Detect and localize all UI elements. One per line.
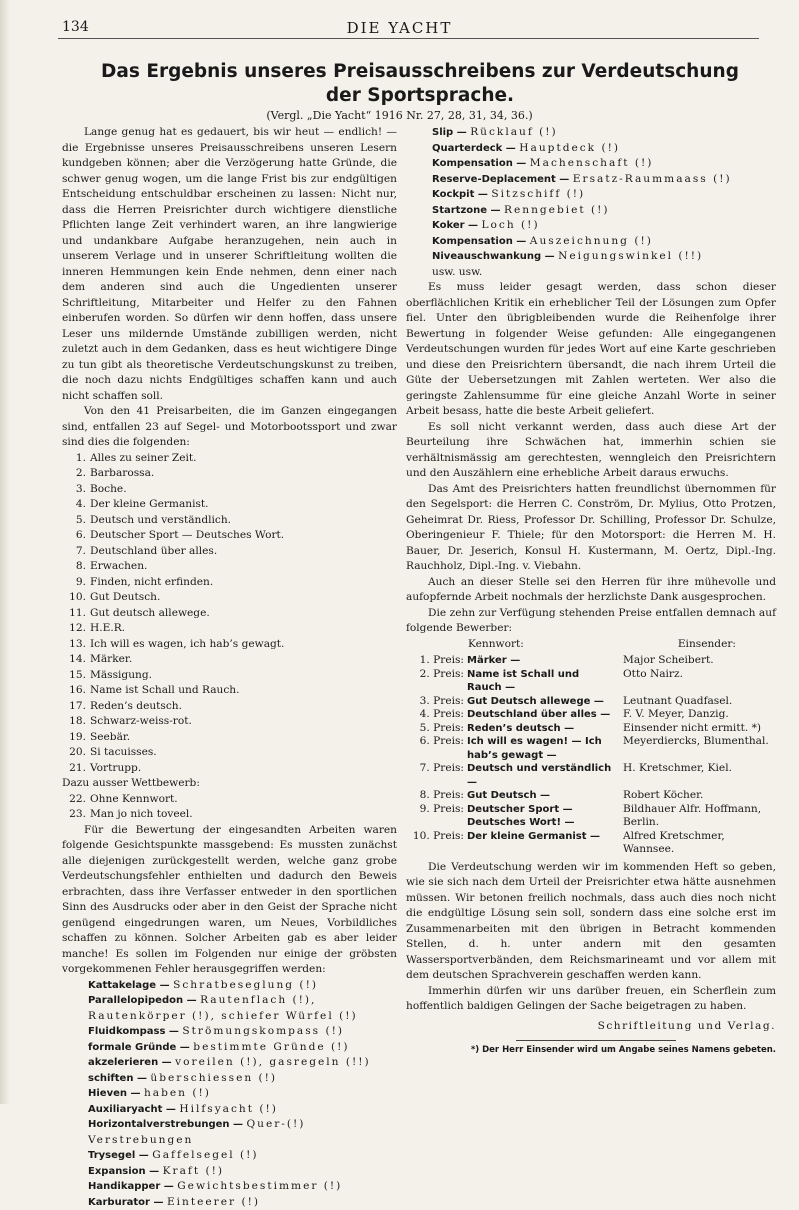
list-item (62, 730, 397, 746)
bad-translation: Machenschaft (!) (530, 157, 654, 169)
entry-number: 19. (62, 730, 86, 746)
entry-text: Barbarossa. (90, 467, 154, 479)
article-reference: (Vergl. „Die Yacht“ 1916 Nr. 27, 28, 31, 34, 36.) (0, 109, 799, 122)
prize-keyword: Gut Deutsch allewege — (467, 695, 617, 709)
bad-translation: Gaffelsegel (!) (152, 1149, 258, 1161)
list-item (62, 513, 397, 529)
prize-keyword: Deutsch und verständlich — (467, 762, 617, 789)
glossary-item (88, 1071, 397, 1087)
table-row (406, 803, 776, 830)
entry-number: 18. (62, 714, 86, 730)
prize-winner: Major Scheibert. (617, 654, 776, 668)
glossary-item (432, 187, 776, 203)
error-list-right (432, 125, 776, 265)
glossary-item (88, 1195, 397, 1210)
bad-translation: Einteerer (!) (167, 1196, 260, 1208)
einsender-header: Einsender: (678, 637, 736, 653)
glossary-item (88, 1055, 397, 1071)
list-item (62, 544, 397, 560)
entry-text: H.E.R. (90, 622, 125, 634)
prize-winner: F. V. Meyer, Danzig. (617, 708, 776, 722)
list-item (62, 699, 397, 715)
bad-translation: Loch (!) (482, 219, 540, 231)
foreign-term: Trysegel — (88, 1150, 152, 1161)
entry-text: Ohne Kennwort. (90, 793, 178, 805)
prize-winner: Leutnant Quadfasel. (617, 695, 776, 709)
foreign-term: Reserve-Deplacement — (432, 174, 573, 185)
entry-text: Name ist Schall und Rauch. (90, 684, 239, 696)
glossary-item (432, 156, 776, 172)
bad-translation: Quer-(!) Verstrebungen (88, 1118, 305, 1146)
entry-text: Deutsch und verständlich. (90, 514, 231, 526)
entry-number: 17. (62, 699, 86, 715)
foreign-term: formale Gründe — (88, 1042, 193, 1053)
table-row (406, 695, 776, 709)
prize-number: 4. Preis: (406, 708, 467, 722)
foreign-term: akzelerieren — (88, 1057, 175, 1068)
prize-keyword: Ich will es wagen! — Ich hab’s gewagt — (467, 735, 617, 762)
prize-keyword: Märker — (467, 654, 617, 668)
entry-text: Si tacuisses. (90, 746, 157, 758)
table-row (406, 830, 776, 857)
bad-translation: Sitzschiff (!) (491, 188, 585, 200)
right-column (406, 125, 776, 1059)
prize-winner: Otto Nairz. (617, 668, 776, 695)
prize-number: 8. Preis: (406, 789, 467, 803)
entry-number: 4. (62, 497, 86, 513)
glossary-item (88, 993, 397, 1024)
count-paragraph: Von den 41 Preisarbeiten, die im Ganzen eingegangen sind, entfallen 23 auf Segel- und Motorbootssport und zwar sind dies die folgenden: (62, 404, 397, 451)
table-row (406, 722, 776, 736)
entry-text: Alles zu seiner Zeit. (90, 452, 197, 464)
page-number: 134 (62, 19, 89, 35)
entry-number: 12. (62, 621, 86, 637)
entry-text: Vortrupp. (90, 762, 141, 774)
entry-text: Ich will es wagen, ich hab’s gewagt. (90, 638, 284, 650)
outside-label: Dazu ausser Wettbewerb: (62, 776, 397, 792)
prizes-intro-paragraph: Die zehn zur Verfügung stehenden Preise entfallen demnach auf folgende Bewerber: (406, 606, 776, 637)
list-item (62, 714, 397, 730)
glossary-item (432, 234, 776, 250)
table-row (406, 762, 776, 789)
entry-text: Märker. (90, 653, 132, 665)
footnote-rule (516, 1040, 676, 1041)
entry-text: Finden, nicht erfinden. (90, 576, 213, 588)
bad-translation: Renngebiet (!) (504, 204, 610, 216)
list-item (62, 792, 397, 808)
glossary-item (432, 125, 776, 141)
list-item (62, 745, 397, 761)
prize-keyword: Gut Deutsch — (467, 789, 617, 803)
error-list-left (88, 978, 397, 1210)
left-column (62, 125, 397, 1210)
list-item (62, 652, 397, 668)
prize-winner: H. Kretschmer, Kiel. (617, 762, 776, 789)
entry-number: 3. (62, 482, 86, 498)
prize-keyword: Reden’s deutsch — (467, 722, 617, 736)
prize-number: 7. Preis: (406, 762, 467, 789)
foreign-term: Niveauschwankung — (432, 251, 558, 262)
list-item (62, 621, 397, 637)
entry-text: Gut deutsch allewege. (90, 607, 210, 619)
list-item (62, 559, 397, 575)
prize-number: 9. Preis: (406, 803, 467, 830)
entry-list (62, 451, 397, 777)
entry-text: Der kleine Germanist. (90, 498, 209, 510)
bad-translation: voreilen (!), gasregeln (!!) (175, 1056, 370, 1068)
entry-number: 2. (62, 466, 86, 482)
table-row (406, 789, 776, 803)
foreign-term: Koker — (432, 220, 482, 231)
bad-translation: Auszeichnung (!) (530, 235, 653, 247)
entry-number: 10. (62, 590, 86, 606)
glossary-item (88, 1040, 397, 1056)
intro-paragraph: Lange genug hat es gedauert, bis wir heut — endlich! — die Ergebnisse unseres Preisausschreibens unseren Lesern kundgeben können; aber die Verzögerung hatte Gründe, die schwer genug wogen, um die lange Frist bis zur endgültigen Entscheidung entschuldbar erscheinen zu lassen: Nicht nur, dass die Herren Preisrichter durch wichtigere dienstliche Pflichten lange Zeit verhindert waren, an ihre langwierige und undankbare Aufgabe heranzugehen, nein auch in unserem Verlage und in unserer Schriftleitung wollten die inneren Hemmungen kein Ende nehmen, denn einer nach dem anderen sind auch die Ungedienten unserer Schriftleitung, Mitarbeiter und Helfer zu den Fahnen einberufen worden. So dürfen wir denn hoffen, dass unsere Leser uns mildernde Umstände zubilligen werden, nicht zuletzt auch in dem Gedanken, dass es heut wichtigere Dinge zu tun gibt als theoretische Verdeutschungskunst zu treiben, die noch dazu nichts Endgültiges schaffen kann und auch nicht schaffen soll. (62, 125, 397, 404)
foreign-term: Kattakelage — (88, 980, 173, 991)
foreign-term: Startzone — (432, 205, 504, 216)
bad-translation: Hilfsyacht (!) (179, 1103, 278, 1115)
entry-number: 21. (62, 761, 86, 777)
entry-number: 9. (62, 575, 86, 591)
bad-translation: überschiessen (!) (150, 1072, 277, 1084)
glossary-item (88, 1117, 397, 1148)
foreign-term: Expansion — (88, 1166, 163, 1177)
prize-keyword: Name ist Schall und Rauch — (467, 668, 617, 695)
prize-keyword: Deutschland über alles — (467, 708, 617, 722)
article-title-line-2: der Sportsprache. (80, 84, 760, 108)
glossary-item (432, 249, 776, 265)
foreign-term: Karburator — (88, 1197, 167, 1208)
bad-translation: Rautenflach (!), Rautenkörper (!), schiefer Würfel (!) (88, 994, 358, 1022)
bad-translation: haben (!) (144, 1087, 211, 1099)
article-title (80, 60, 760, 108)
glossary-item (88, 1086, 397, 1102)
prize-number: 1. Preis: (406, 654, 467, 668)
table-row (406, 654, 776, 668)
foreign-term: Quarterdeck — (432, 143, 519, 154)
bad-translation: Neigungswinkel (!!) (558, 250, 703, 262)
prize-keyword: Deutscher Sport — Deutsches Wort! — (467, 803, 617, 830)
list-item (62, 683, 397, 699)
entry-number: 20. (62, 745, 86, 761)
list-item (62, 528, 397, 544)
list-item (62, 807, 397, 823)
footnote: *) Der Herr Einsender wird um Angabe seines Namens gebeten. (406, 1043, 776, 1059)
glossary-item (432, 203, 776, 219)
foreign-term: Kockpit — (432, 189, 491, 200)
page-edge-shadow (0, 0, 10, 1104)
entry-number: 6. (62, 528, 86, 544)
prize-winner: Robert Köcher. (617, 789, 776, 803)
entry-text: Man jo nich toveel. (90, 808, 193, 820)
glossary-item (432, 172, 776, 188)
entry-number: 13. (62, 637, 86, 653)
entry-number: 8. (62, 559, 86, 575)
list-item (62, 451, 397, 467)
bad-translation: Strömungskompass (!) (182, 1025, 344, 1037)
prize-number: 6. Preis: (406, 735, 467, 762)
entry-text: Erwachen. (90, 560, 147, 572)
header-rule (58, 38, 759, 39)
list-item (62, 482, 397, 498)
entry-number: 14. (62, 652, 86, 668)
prize-winner: Bildhauer Alfr. Hoffmann, Berlin. (617, 803, 776, 830)
glossary-item (88, 978, 397, 994)
entry-number: 5. (62, 513, 86, 529)
table-row (406, 735, 776, 762)
jury-paragraph: Das Amt des Preisrichters hatten freundlichst übernommen für den Segelsport: die Herren C. Conström, Dr. Mylius, Otto Protzen, Geheimrat Dr. Riess, Professor Dr. Schilling, Professor Dr. Schulze, Oberingenieur F. Thiele; für den Motorsport: die Herren M. H. Bauer, Dr. Jeserich, Konsul H. Kustermann, M. Oertz, Dipl.-Ing. Rauchholz, Dipl.-Ing. v. Viebahn. (406, 482, 776, 575)
list-item (62, 761, 397, 777)
glossary-item (88, 1179, 397, 1195)
method-paragraph: Es muss leider gesagt werden, dass schon dieser oberflächlichen Kritik ein erheblicher Teil der Lösungen zum Opfer fiel. Unter den übrigbleibenden wurde die Reihenfolge ihrer Bewertung in folgender Weise gefunden: Alle eingegangenen Verdeutschungen wurden für jedes Wort auf eine Karte geschrieben und diese den Preisrichtern übersandt, die nach ihrem Urteil die Güte der Uebersetzungen mit Zahlen werteten. Wer also die geringste Zahlensumme für eine gleiche Anzahl Worte in seiner Arbeit besass, hatte die beste Arbeit geliefert. (406, 280, 776, 420)
bad-translation: Kraft (!) (163, 1165, 224, 1177)
closing-paragraph: Immerhin dürfen wir uns darüber freuen, ein Scherflein zum hoffentlich baldigen Gelingen der Sache beigetragen zu haben. (406, 984, 776, 1015)
glossary-item (88, 1164, 397, 1180)
list-item (62, 575, 397, 591)
usw-line: usw. usw. (432, 265, 776, 281)
foreign-term: Handikapper — (88, 1181, 177, 1192)
entry-text: Deutscher Sport — Deutsches Wort. (90, 529, 284, 541)
entry-text: Deutschland über alles. (90, 545, 217, 557)
prize-winner: Meyerdiercks, Blumenthal. (617, 735, 776, 762)
foreign-term: Parallelopipedon — (88, 995, 200, 1006)
prize-table (406, 654, 776, 857)
entry-number: 11. (62, 606, 86, 622)
foreign-term: Auxiliaryacht — (88, 1104, 179, 1115)
table-row (406, 708, 776, 722)
glossary-item (88, 1024, 397, 1040)
foreign-term: Hieven — (88, 1088, 144, 1099)
foreign-term: Horizontalverstrebungen — (88, 1119, 246, 1130)
list-item (62, 590, 397, 606)
next-issue-paragraph: Die Verdeutschung werden wir im kommenden Heft so geben, wie sie sich nach dem Urteil der Preisrichter etwa hätte ausnehmen müssen. Wir betonen freilich nochmals, dass auch dies noch nicht die endgültige Lösung sein soll, sondern dass eine solche erst im Zusammenarbeiten mit den übrigen in Betracht kommenden Stellen, d. h. unter andern mit den gesamten Wassersportverbänden, dem Reichsmarineamt und vor allem mit dem deutschen Sprachverein geschaffen werden kann. (406, 860, 776, 984)
prize-number: 5. Preis: (406, 722, 467, 736)
entry-number: 7. (62, 544, 86, 560)
foreign-term: Fluidkompass — (88, 1026, 182, 1037)
entry-text: Schwarz-weiss-rot. (90, 715, 192, 727)
prize-table-header (406, 637, 776, 653)
entry-text: Gut Deutsch. (90, 591, 160, 603)
list-item (62, 606, 397, 622)
outside-entry-list (62, 792, 397, 823)
criteria-paragraph: Für die Bewertung der eingesandten Arbeiten waren folgende Gesichtspunkte massgebend: Es mussten zunächst alle diejenigen zurückgestellt werden, welche ganz grobe Verdeutschungsfehler enthielten und dadurch den Beweis erbrachten, dass ihre Verfasser entweder in den sportlichen Sinn des Ausdrucks oder aber in den Geist der Sprache nicht genügend eingedrungen waren, um Neues, Vorbildliches schaffen zu können. Solcher Arbeiten gab es aber leider manche! Es sollen im Folgenden nur einige der gröbsten vorgekommenen Fehler herausgegriffen werden: (62, 823, 397, 978)
bad-translation: Gewichtsbestimmer (!) (177, 1180, 342, 1192)
entry-number: 15. (62, 668, 86, 684)
glossary-item (88, 1148, 397, 1164)
entry-text: Boche. (90, 483, 127, 495)
bad-translation: bestimmte Gründe (!) (193, 1041, 349, 1053)
list-item (62, 637, 397, 653)
table-row (406, 668, 776, 695)
prize-number: 2. Preis: (406, 668, 467, 695)
prize-number: 3. Preis: (406, 695, 467, 709)
thanks-paragraph: Auch an dieser Stelle sei den Herren für ihre mühevolle und aufopfernde Arbeit nochmals der herzlichste Dank ausgesprochen. (406, 575, 776, 606)
entry-text: Mässigung. (90, 669, 152, 681)
bad-translation: Schratbeseglung (!) (173, 979, 318, 991)
foreign-term: Kompensation — (432, 158, 530, 169)
foreign-term: Slip — (432, 127, 470, 138)
glossary-item (432, 141, 776, 157)
entry-number: 16. (62, 683, 86, 699)
entry-number: 23. (62, 807, 86, 823)
bad-translation: Hauptdeck (!) (519, 142, 620, 154)
signature: Schriftleitung und Verlag. (406, 1019, 776, 1035)
list-item (62, 668, 397, 684)
prize-keyword: Der kleine Germanist — (467, 830, 617, 857)
running-header: DIE YACHT (0, 19, 799, 37)
article-title-line-1: Das Ergebnis unseres Preisausschreibens zur Verdeutschung (80, 60, 760, 84)
prize-winner: Alfred Kretschmer, Wannsee. (617, 830, 776, 857)
weakness-paragraph: Es soll nicht verkannt werden, dass auch diese Art der Beurteilung ihre Schwächen hat, immerhin schien sie verhältnismässig am gerechtesten, wenngleich den Preisrichtern und den Auszählern eine erhebliche Arbeit daraus erwuchs. (406, 420, 776, 482)
prize-winner: Einsender nicht ermitt. *) (617, 722, 776, 736)
foreign-term: schiften — (88, 1073, 150, 1084)
entry-text: Reden’s deutsch. (90, 700, 182, 712)
bad-translation: Ersatz-Raummaass (!) (573, 173, 732, 185)
list-item (62, 497, 397, 513)
entry-number: 1. (62, 451, 86, 467)
prize-number: 10. Preis: (406, 830, 467, 857)
kennwort-header: Kennwort: (468, 637, 524, 653)
entry-number: 22. (62, 792, 86, 808)
entry-text: Seebär. (90, 731, 130, 743)
foreign-term: Kompensation — (432, 236, 530, 247)
bad-translation: Rücklauf (!) (470, 126, 558, 138)
glossary-item (432, 218, 776, 234)
list-item (62, 466, 397, 482)
